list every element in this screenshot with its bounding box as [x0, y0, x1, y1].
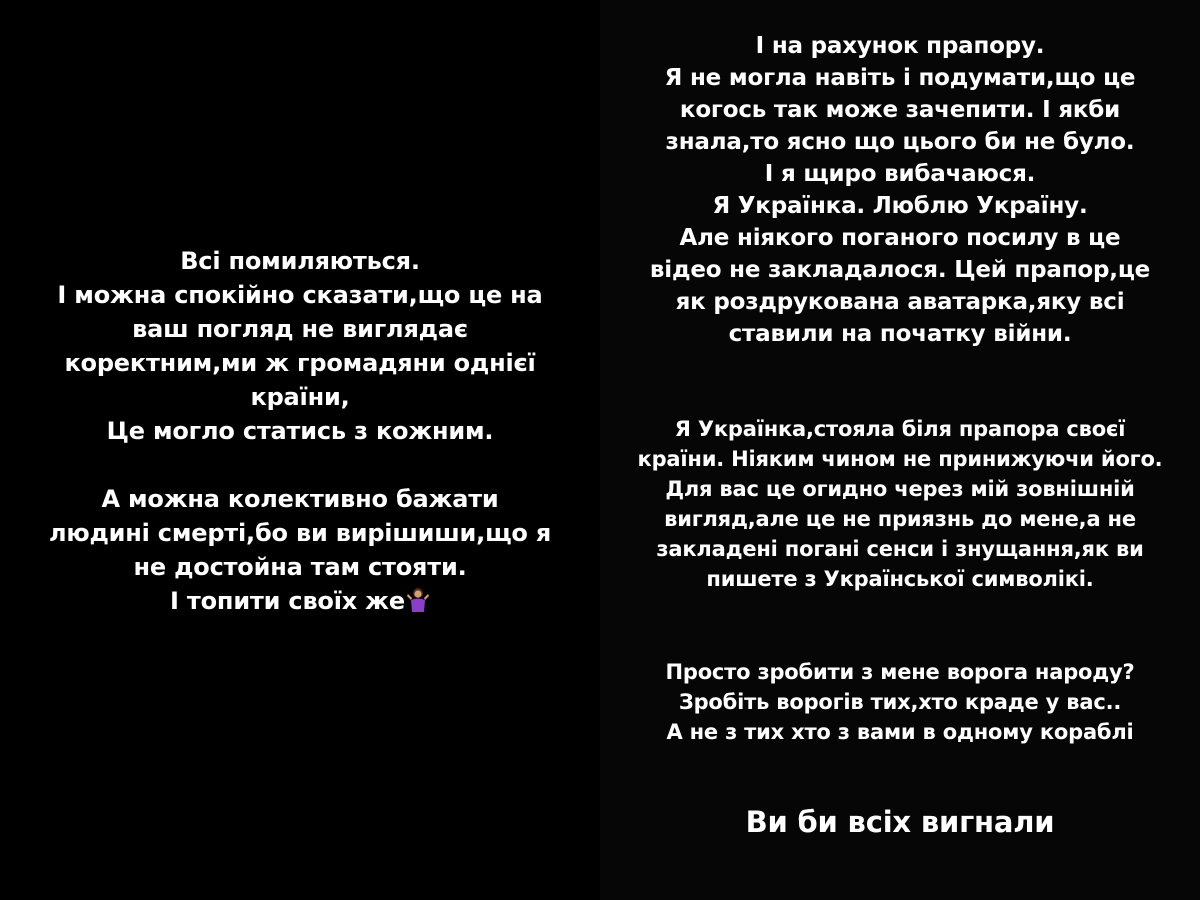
text-line-with-emoji: [0, 584, 600, 618]
text-line: людині смерті,бо ви вирішиши,що я: [48, 519, 552, 547]
text-line: не достойна там стояти.: [133, 553, 467, 581]
text-line: Для вас це огидно через мій зовнішній: [665, 477, 1135, 501]
text-line: І на рахунок прапору.: [755, 33, 1045, 59]
text-line: Просто зробити з мене ворога народу?: [665, 660, 1135, 684]
text-line: ставили на початку війни.: [728, 321, 1072, 347]
text-line: як роздрукована аватарка,яку всі: [675, 289, 1125, 315]
text-line: І топити своїх же: [170, 587, 405, 615]
text-line: закладені погані сенси і знущання,як ви: [656, 537, 1144, 561]
text-line: ваш погляд не виглядає: [132, 315, 468, 343]
text-line: вигляд,але це не приязнь до мене,а не: [664, 507, 1136, 531]
text-line: Всі помиляються.: [180, 247, 420, 275]
text-line: коректним,ми ж громадяни однієї: [64, 349, 536, 377]
text-line: країни,: [250, 383, 350, 411]
right-story-panel: [600, 0, 1200, 900]
text-line: когось так може зачепити. І якби: [679, 97, 1121, 123]
text-line: Ви би всіх вигнали: [745, 805, 1055, 839]
text-line: знала,то ясно що цього би не було.: [665, 129, 1135, 155]
text-line: Це могло статись з кожним.: [106, 417, 494, 445]
person-shrugging-emoji-icon: [406, 586, 430, 614]
text-line: Я Українка. Люблю Україну.: [712, 193, 1088, 219]
text-line: пишете з Української символікі.: [706, 567, 1094, 591]
text-line: відео не закладалося. Цей прапор,це: [649, 257, 1151, 283]
text-line: Зробіть ворогів тих,хто краде у вас..: [678, 690, 1122, 714]
text-line: Я не могла навіть і подумати,що це: [664, 65, 1136, 91]
text-line: А можна колективно бажати: [101, 485, 499, 513]
text-line: І я щиро вибачаюся.: [764, 161, 1036, 187]
text-line: країни. Ніяким чином не принижуючи його.: [637, 447, 1163, 471]
text-line: Я Українка,стояла біля прапора своєї: [674, 417, 1126, 441]
text-line: А не з тих хто з вами в одному кораблі: [666, 720, 1134, 744]
text-line: І можна спокійно сказати,що це на: [57, 281, 543, 309]
text-line: Але ніякого поганого посилу в це: [679, 225, 1121, 251]
